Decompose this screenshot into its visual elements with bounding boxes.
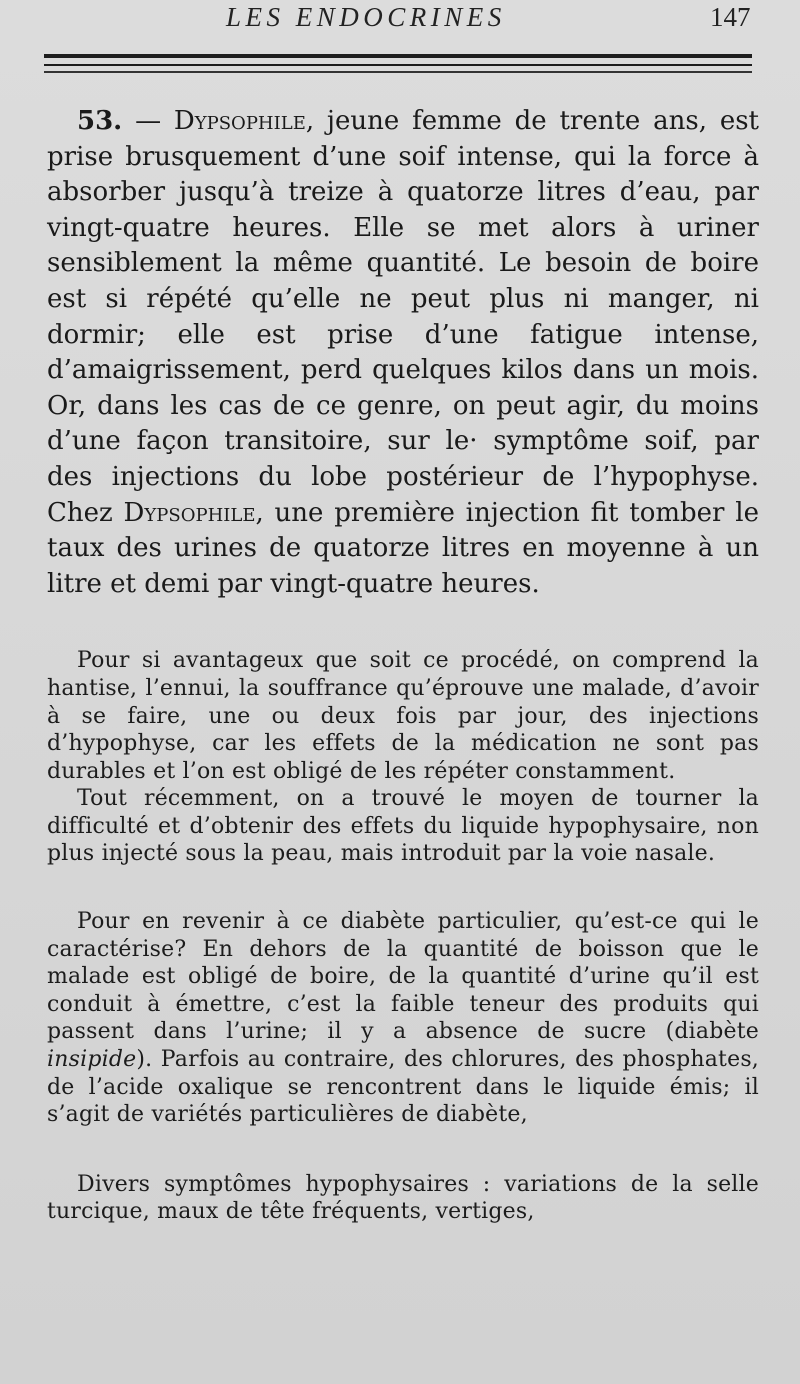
case-number: 53. (77, 106, 123, 136)
page-number: 147 (710, 2, 751, 32)
diabetes-text-b: ). Parfois au contraire, des chlorures, des phosphates, de l’acide oxalique se rencontrent dans le liquide émis; il s’agit de variétés particulières de diabète, (47, 1047, 759, 1128)
header-rule-thick (44, 54, 752, 58)
page-body (47, 104, 759, 1226)
case-paragraph (47, 104, 759, 602)
patient-name-repeat: Dypsophile, (123, 497, 264, 528)
paragraph-symptoms: Divers symptômes hypophysaires : variations de la selle turcique, maux de tête fréquents, vertiges, (47, 1171, 759, 1225)
case-text-1: jeune femme de trente ans, est prise brusquement d’une soif intense, qui la force à absorber jusqu’à treize à quatorze litres d’eau, par vingt-quatre heures. Elle se met alors à uriner sensiblement la même quantité. Le besoin de boire est si répété qu’elle ne peut plus ni manger, ni dormir; elle est prise d’une fatigue intense, d’amaigrissement, perd quelques kilos dans un mois. Or, dans les cas de ce genre, on peut agir, du moins d’une façon transitoire, sur le· symptôme soif, par des injections du lobe postérieur de l’hypophyse. Chez (47, 106, 759, 528)
case-dash: — (135, 106, 162, 136)
paragraph-nasal-route: Tout récemment, on a trouvé le moyen de tourner la difficulté et d’obtenir des effets du liquide hypophysaire, non plus injecté sous la peau, mais introduit par la voie nasale. (47, 786, 759, 867)
header-rule-thin-lower (44, 71, 752, 73)
diabetes-text-a: Pour en revenir à ce diabète particulier, qu’est-ce qui le caractérise? En dehors de la quantité de boisson que le malade est obligé de boire, de la quantité d’urine qu’il est conduit à émettre, c’est la faible teneur des produits qui passent dans l’urine; il y a absence de sucre (diabète (47, 909, 759, 1045)
case-text-2: une première injection fit tomber le taux des urines de quatorze litres en moyenne à un litre et demi par vingt-quatre heures. (47, 497, 759, 599)
running-title: LES ENDOCRINES (226, 2, 506, 32)
paragraph-injections: Pour si avantageux que soit ce procédé, on comprend la hantise, l’ennui, la souffrance qu’éprouve une malade, d’avoir à se faire, une ou deux fois par jour, des injections d’hypophyse, car les effets de la médication ne sont pas durables et l’on est obligé de les répéter constamment. (47, 648, 759, 784)
patient-name: Dypsophile, (173, 106, 315, 136)
header-rule-thin (44, 64, 752, 66)
insipide-term: insipide (47, 1047, 137, 1073)
page-header (0, 0, 800, 40)
paragraph-diabetes (47, 908, 759, 1129)
